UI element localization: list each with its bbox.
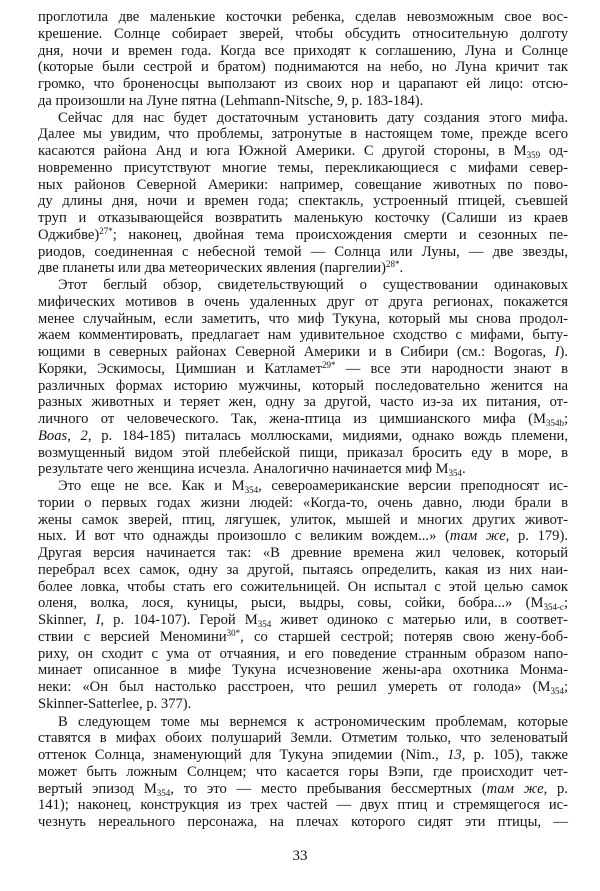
text-run: 141); наконец, конструкция из трех частей — двух птиц и стремящегося ис-: [38, 797, 568, 814]
text-run: чезнуть нереального персонажа, на плечах которого сидят эти птицы, —: [38, 814, 568, 830]
text-line: [38, 579, 568, 596]
footnote-marker[interactable]: 27*: [99, 225, 113, 236]
text-run: менее случайным, если заметить, что миф Тукуна, который мы снова продол-: [38, 310, 568, 327]
text-run: крешение. Солнце собирает зверей, чтобы обсудить относительную долготу: [38, 25, 568, 42]
text-line: [38, 730, 568, 747]
text-run: Другая версия начинается так: «В древние времена жил человек, который: [38, 545, 568, 561]
text-line: [38, 244, 568, 261]
italic-text: Boas, 2: [38, 427, 88, 444]
text-run: , p.: [543, 780, 568, 797]
text-run: , p. 104-107). Герой M: [100, 612, 258, 628]
text-line: [38, 646, 568, 663]
text-run: минает описанное в мифе Тукуна исчезновение жены-ара охотника Монма-: [38, 662, 568, 679]
text-line: [38, 495, 568, 512]
myth-index-subscript: 354b: [545, 418, 564, 428]
text-run: Skinner-Satterlee, p. 377).: [38, 695, 192, 712]
text-run: возмущенный видом этой плебейской пищи, приказал бросить еду в море, в: [38, 444, 568, 461]
text-run: (которые были сестрой и братом) поднимаются на небо, но Луна кричит так: [38, 59, 568, 76]
text-line: [38, 714, 568, 731]
text-run: неки: «Он был настолько расстроен, что решил умереть от голода» (M: [38, 679, 551, 695]
text-run: , p. 184-185) питалась моллюсками, мидиями, однако вождь племени,: [87, 427, 568, 444]
text-run: ;: [563, 679, 568, 695]
text-line: [38, 93, 568, 110]
text-line: [38, 110, 568, 127]
text-run: — все эти народности знают в: [335, 360, 568, 377]
text-run: риодов, соединенная с небесной темой — Солнца или Луны, — две звезды,: [38, 243, 568, 260]
text-run: вертый эпизод M: [38, 780, 157, 797]
text-line: [38, 764, 568, 781]
text-line: [38, 747, 568, 764]
text-run: дня, ночи и времен года. Когда все приходят к соглашению, Луна и Солнце: [38, 42, 568, 59]
text-line: [38, 59, 568, 76]
text-run: новременно присутствуют многие темы, перекликающиеся с мифами север-: [38, 159, 568, 176]
text-run: жаем комментировать, предлагает нам удивительное сходство с мифами, быту-: [38, 327, 568, 344]
text-run: ;: [563, 411, 568, 427]
paragraph: [38, 277, 568, 478]
footnote-marker[interactable]: 29*: [321, 359, 336, 370]
text-run: оленя, волка, лося, куницы, рыси, выдры, совы, сойки, бобра...» (M: [38, 595, 544, 612]
myth-index-subscript: 359: [526, 150, 541, 160]
text-line: [38, 126, 568, 143]
text-run: разных животных и теряет жен, одну за другой, часто из-за их питания, от-: [38, 394, 568, 411]
text-line: [38, 277, 568, 294]
text-run: живет одиноко с матерью или, в соответ-: [271, 612, 568, 628]
text-run: ставятся в мифах обоих полушарий Земли. Отметим только, что зеленоватый: [38, 730, 568, 747]
text-line: [38, 394, 568, 411]
italic-text: I: [95, 612, 101, 628]
text-line: [38, 227, 568, 244]
text-line: [38, 177, 568, 194]
text-line: [38, 445, 568, 462]
text-run: , p. 105), также: [461, 747, 569, 763]
myth-index-subscript: 354: [550, 686, 564, 696]
text-run: более ловка, чтобы стать его сожительницей. Он испытал с этой целью самок: [38, 578, 568, 595]
text-line: [38, 43, 568, 60]
text-line: [38, 679, 568, 696]
footnote-marker[interactable]: 30*: [226, 627, 241, 638]
text-line: [38, 814, 568, 831]
text-line: [38, 461, 568, 478]
text-line: [38, 595, 568, 612]
text-line: [38, 478, 568, 495]
text-line: [38, 411, 568, 428]
text-line: [38, 781, 568, 798]
text-run: , p. 179).: [505, 528, 568, 545]
text-line: [38, 143, 568, 160]
text-run: касаются района Анд и юга Южной Америки. С другой стороны, в M: [38, 143, 527, 159]
text-line: [38, 210, 568, 227]
text-line: [38, 797, 568, 814]
text-run: , североамериканские версии преподносят ис-: [258, 478, 569, 494]
text-run: мифических мотивов в очень удаленных друг от друга регионах, покажется: [38, 293, 568, 310]
text-line: [38, 344, 568, 361]
text-run: ; наконец, двойная тема происхождения смерти и сезонных пе-: [112, 226, 568, 243]
text-run: перебрал всех самок, одну за другой, пытаясь определить, какая из них наи-: [38, 561, 568, 578]
paragraph: [38, 714, 568, 831]
text-run: тории о первых годах жизни людей: «Когда-то, очень давно, люди брали в: [38, 494, 568, 511]
text-run: ;: [563, 595, 568, 612]
myth-index-subscript: 354-c: [543, 602, 564, 613]
text-run: громко, что броненосцы выползают из своих нор и царапают ей лицо: отсю-: [38, 76, 568, 92]
text-run: труп и отказывающейся возвратить маленькую косточку (Салиши из краев: [38, 210, 568, 226]
italic-text: там же: [486, 780, 544, 797]
text-run: ющими в северных районах Северной Америки и в Сибири (см.: Bogoras,: [38, 344, 555, 360]
paragraph: [38, 478, 568, 713]
text-line: [38, 260, 568, 277]
text-line: [38, 662, 568, 679]
footnote-marker[interactable]: 28*: [385, 259, 400, 270]
text-line: [38, 545, 568, 562]
text-run: две планеты или два метеорических явления (паргелии): [38, 260, 386, 277]
italic-text: 9: [336, 92, 345, 109]
text-line: [38, 160, 568, 177]
paragraph: [38, 9, 568, 110]
text-line: [38, 612, 568, 629]
text-line: [38, 512, 568, 529]
text-line: [38, 378, 568, 395]
text-run: .: [399, 260, 404, 277]
text-run: ду длины дня, ночи и времен года; спектакль, устроенный птицей, съевшей: [38, 193, 568, 210]
text-run: Коряки, Эскимосы, Цимшиан и Катламет: [38, 360, 322, 377]
text-run: различных формах историю мужчины, который последовательно женится на: [38, 377, 568, 394]
text-line: [38, 696, 568, 713]
text-run: ных. И вот что однажды произошло с великим вождем...» (: [38, 528, 450, 545]
text-run: ).: [559, 344, 568, 360]
paragraph: [38, 110, 568, 278]
myth-index-subscript: 354: [448, 468, 463, 479]
text-run: В следующем томе мы вернемся к астрономическим проблемам, которые: [58, 713, 568, 730]
page-body: [38, 9, 568, 831]
text-run: , p. 183-184).: [344, 92, 424, 109]
text-run: Это еще не все. Как и M: [58, 478, 245, 494]
text-run: Оджибве): [38, 226, 100, 243]
text-run: результате чего женщина исчезла. Аналогично начинается миф M: [38, 461, 449, 478]
myth-index-subscript: 354: [257, 619, 272, 629]
text-run: проглотила две маленькие косточки ребенка, сделав невозможным свое вос-: [38, 9, 568, 25]
text-run: ных районов Северной Америки: например, совещание животных по пово-: [38, 176, 568, 193]
text-run: ствии с версией Меномини: [38, 628, 227, 645]
text-run: оттенок Солнца, знаменующий для Тукуна эпидемии (Nim.,: [38, 747, 448, 763]
text-line: [38, 428, 568, 445]
text-line: [38, 193, 568, 210]
text-run: .: [462, 461, 466, 478]
text-run: Сейчас для нас будет достаточным установить дату создания этого мифа.: [58, 109, 568, 126]
italic-text: там же: [449, 528, 506, 545]
text-line: [38, 76, 568, 93]
myth-index-subscript: 354: [156, 787, 171, 798]
text-run: Этот беглый обзор, свидетельствующий о существовании одинаковых: [58, 277, 568, 293]
text-line: [38, 327, 568, 344]
text-run: , то это — место пребывания бессмертных (: [170, 780, 487, 797]
italic-text: 13: [447, 747, 462, 763]
text-line: [38, 311, 568, 328]
text-line: [38, 562, 568, 579]
text-run: , со старшей сестрой; потеряв свою жену-боб-: [240, 628, 568, 645]
text-run: жены самок зверей, птиц, лягушек, улиток, мышей и многих других живот-: [38, 511, 568, 528]
myth-index-subscript: 354: [244, 485, 259, 495]
text-run: да произошли на Луне пятна (Lehmann-Nitsche,: [38, 92, 337, 109]
text-run: риху, он сходит с ума от отчаяния, и его поведение странным образом напо-: [38, 645, 568, 662]
page-number: 33: [292, 848, 308, 864]
text-run: од-: [540, 143, 569, 159]
text-run: личного от человеческого. Так, жена-птица из цимшианского мифа (M: [38, 411, 546, 427]
italic-text: I: [554, 344, 560, 360]
text-line: [38, 26, 568, 43]
text-run: может быть ложным Солнцем; что касается горы Вэпи, где происходит чет-: [38, 763, 568, 780]
text-run: Далее мы увидим, что проблемы, затронутые в настоящем томе, прежде всего: [38, 126, 568, 143]
text-line: [38, 361, 568, 378]
text-line: [38, 9, 568, 26]
text-line: [38, 528, 568, 545]
text-run: Skinner,: [38, 612, 96, 628]
text-line: [38, 629, 568, 646]
text-line: [38, 294, 568, 311]
